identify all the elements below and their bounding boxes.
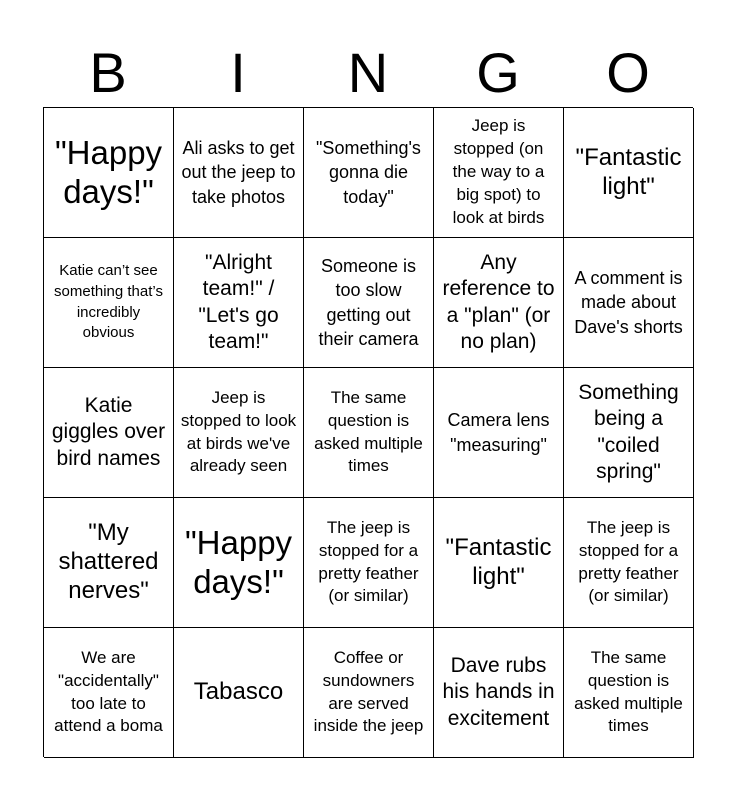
cell-text: Camera lens "measuring" bbox=[447, 410, 550, 455]
cell-text: "Happy days!" bbox=[54, 133, 163, 210]
bingo-cell[interactable] bbox=[434, 238, 564, 368]
header-letter-g: G bbox=[476, 41, 520, 104]
cell-text: "My shattered nerves" bbox=[58, 519, 159, 604]
bingo-cell[interactable] bbox=[564, 108, 694, 238]
cell-text: The jeep is stopped for a pretty feather (or similar) bbox=[318, 517, 419, 606]
header-letter-n: N bbox=[347, 41, 389, 104]
header-letter-i: I bbox=[230, 41, 246, 104]
cell-text: Someone is too slow getting out their camera bbox=[318, 255, 419, 349]
cell-text: The jeep is stopped for a pretty feather (or similar) bbox=[578, 517, 679, 606]
bingo-cell[interactable] bbox=[304, 108, 434, 238]
bingo-cell[interactable] bbox=[304, 368, 434, 498]
bingo-cell[interactable] bbox=[44, 238, 174, 368]
bingo-cell[interactable] bbox=[564, 498, 694, 628]
cell-text: Dave rubs his hands in excitement bbox=[442, 654, 555, 730]
cell-text: Something being a "coiled spring" bbox=[578, 381, 679, 483]
cell-text: "Something's gonna die today" bbox=[316, 138, 421, 207]
bingo-cell[interactable] bbox=[434, 368, 564, 498]
cell-text: "Alright team!" / "Let's go team!" bbox=[198, 251, 279, 353]
bingo-cell[interactable] bbox=[434, 628, 564, 758]
bingo-cell[interactable] bbox=[44, 628, 174, 758]
cell-text: "Fantastic light" bbox=[445, 533, 552, 590]
bingo-header bbox=[43, 38, 693, 108]
bingo-cell[interactable] bbox=[304, 238, 434, 368]
bingo-cell[interactable] bbox=[44, 108, 174, 238]
bingo-cell[interactable] bbox=[434, 108, 564, 238]
cell-text: Katie giggles over bird names bbox=[51, 394, 166, 470]
cell-text: "Fantastic light" bbox=[575, 143, 682, 200]
bingo-cell[interactable] bbox=[174, 238, 304, 368]
cell-text: Any reference to a "plan" (or no plan) bbox=[442, 251, 555, 353]
bingo-cell[interactable] bbox=[564, 368, 694, 498]
bingo-card-grid bbox=[43, 107, 693, 757]
bingo-cell[interactable] bbox=[174, 498, 304, 628]
cell-text: The same question is asked multiple times bbox=[574, 647, 683, 736]
cell-text: Coffee or sundowners are served inside the jeep bbox=[313, 647, 424, 736]
cell-text: Tabasco bbox=[193, 678, 284, 706]
bingo-cell[interactable] bbox=[564, 238, 694, 368]
bingo-cell[interactable] bbox=[44, 368, 174, 498]
cell-text: We are "accidentally" too late to attend a boma bbox=[54, 647, 163, 736]
cell-text: "Happy days!" bbox=[184, 523, 293, 600]
bingo-cell[interactable] bbox=[304, 628, 434, 758]
bingo-cell[interactable] bbox=[434, 498, 564, 628]
cell-text: Katie can’t see something that’s incredibly obvious bbox=[54, 262, 163, 342]
cell-text: Ali asks to get out the jeep to take photos bbox=[181, 138, 296, 207]
bingo-cell[interactable] bbox=[174, 628, 304, 758]
bingo-cell[interactable] bbox=[304, 498, 434, 628]
cell-text: The same question is asked multiple times bbox=[314, 387, 423, 476]
cell-text: A comment is made about Dave's shorts bbox=[574, 268, 683, 337]
header-letter-o: O bbox=[606, 41, 650, 104]
cell-text: Jeep is stopped (on the way to a big spot) to look at birds bbox=[452, 116, 545, 227]
bingo-cell[interactable] bbox=[44, 498, 174, 628]
bingo-cell[interactable] bbox=[174, 108, 304, 238]
cell-text: Jeep is stopped to look at birds we've already seen bbox=[180, 387, 297, 476]
header-letter-b: B bbox=[89, 41, 127, 104]
bingo-cell[interactable] bbox=[564, 628, 694, 758]
bingo-cell[interactable] bbox=[174, 368, 304, 498]
